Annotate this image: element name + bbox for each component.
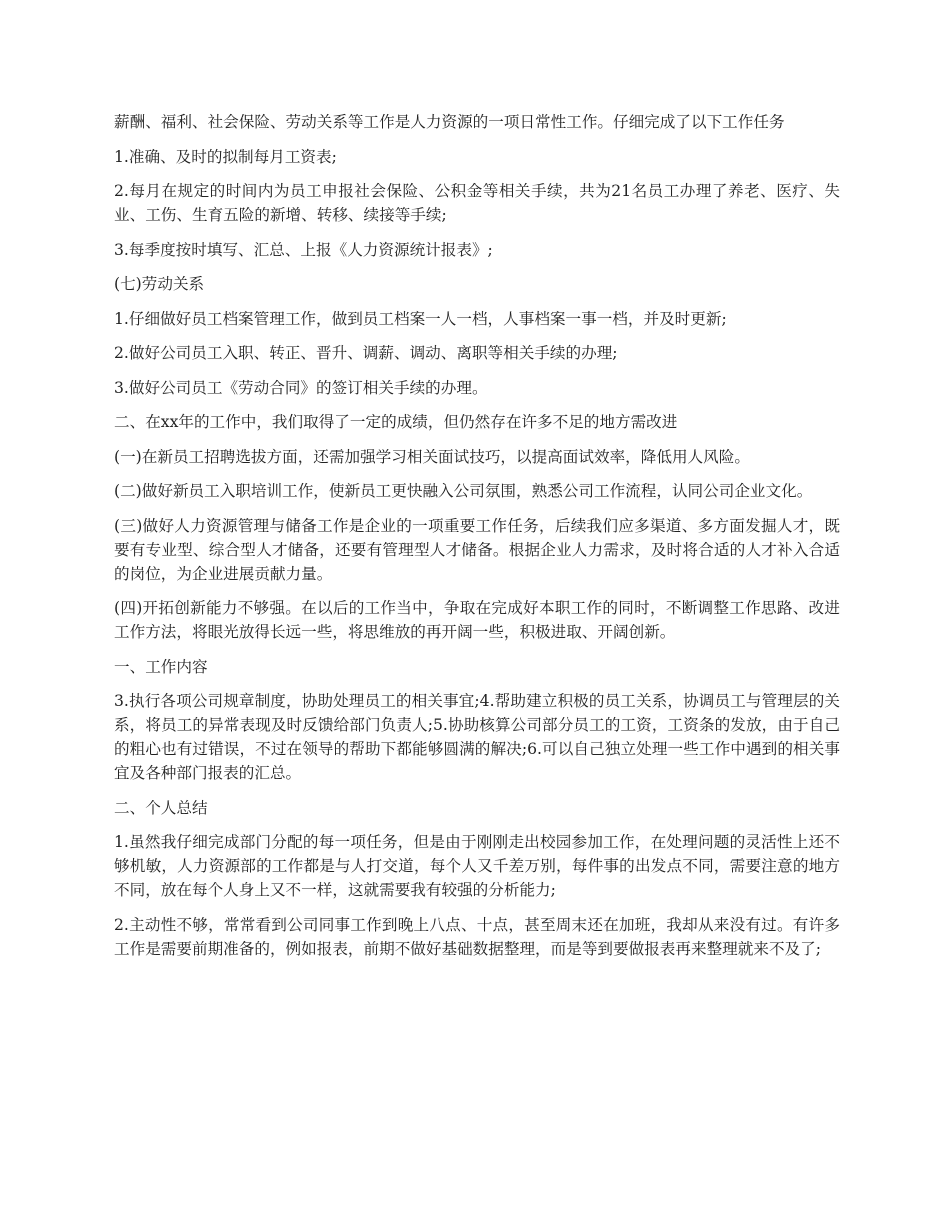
paragraph: 3.每季度按时填写、汇总、上报《人力资源统计报表》;	[114, 240, 493, 259]
paragraph: 薪酬、福利、社会保险、劳动关系等工作是人力资源的一项日常性工作。仔细完成了以下工作任务	[114, 113, 785, 131]
paragraph: 2.做好公司员工入职、转正、晋升、调薪、调动、离职等相关手续的办理;	[114, 344, 618, 362]
paragraph: (一)在新员工招聘选拔方面，还需加强学习相关面试技巧，以提高面试效率，降低用人风险。	[114, 447, 750, 466]
document-body	[114, 110, 840, 971]
section-heading: 一、工作内容	[114, 657, 208, 676]
section-heading: 二、个人总结	[114, 798, 208, 817]
paragraph: 1.虽然我仔细完成部门分配的每一项任务，但是由于刚刚走出校园参加工作，在处理问题的灵活性上还不够机敏，人力资源部的工作都是与人打交道，每个人又千差万别，每件事的出发点不同，需要注意的地方不同，放在每个人身上又不一样，这就需要我有较强的分析能力;	[114, 833, 840, 899]
paragraph: 3.做好公司员工《劳动合同》的签订相关手续的办理。	[114, 378, 488, 397]
paragraph: 2.主动性不够，常常看到公司同事工作到晚上八点、十点，甚至周末还在加班，我却从来没有过。有许多工作是需要前期准备的，例如报表，前期不做好基础数据整理，而是等到要做报表再来整理就来不及了;	[114, 915, 840, 958]
paragraph: 3.执行各项公司规章制度，协助处理员工的相关事宜;4.帮助建立积极的员工关系，协调员工与管理层的关系，将员工的异常表现及时反馈给部门负责人;5.协助核算公司部分员工的工资，工资条的发放，由于自己的粗心也有过错误，不过在领导的帮助下都能够圆满的解决;6.可以自己独立处理一些工作中遇到的相关事宜及各种部门报表的汇总。	[114, 692, 840, 782]
section-heading: 二、在xx年的工作中，我们取得了一定的成绩，但仍然存在许多不足的地方需改进	[114, 413, 678, 431]
paragraph: 1.仔细做好员工档案管理工作，做到员工档案一人一档，人事档案一事一档，并及时更新;	[114, 309, 727, 328]
paragraph: 2.每月在规定的时间内为员工申报社会保险、公积金等相关手续，共为21名员工办理了养老、医疗、失业、工伤、生育五险的新增、转移、续接等手续;	[114, 182, 840, 224]
paragraph: (三)做好人力资源管理与储备工作是企业的一项重要工作任务，后续我们应多渠道、多方面发掘人才，既要有专业型、综合型人才储备，还要有管理型人才储备。根据企业人力需求，及时将合适的人才补入合适的岗位，为企业进展贡献力量。	[114, 516, 840, 583]
paragraph: 1.准确、及时的拟制每月工资表;	[114, 147, 337, 166]
paragraph: (四)开拓创新能力不够强。在以后的工作当中，争取在完成好本职工作的同时，不断调整工作思路、改进工作方法，将眼光放得长远一些，将思维放的再开阔一些，积极进取、开阔创新。	[114, 599, 840, 641]
paragraph: (二)做好新员工入职培训工作，使新员工更快融入公司氛围，熟悉公司工作流程，认同公司企业文化。	[114, 482, 813, 500]
section-heading: (七)劳动关系	[114, 275, 205, 293]
